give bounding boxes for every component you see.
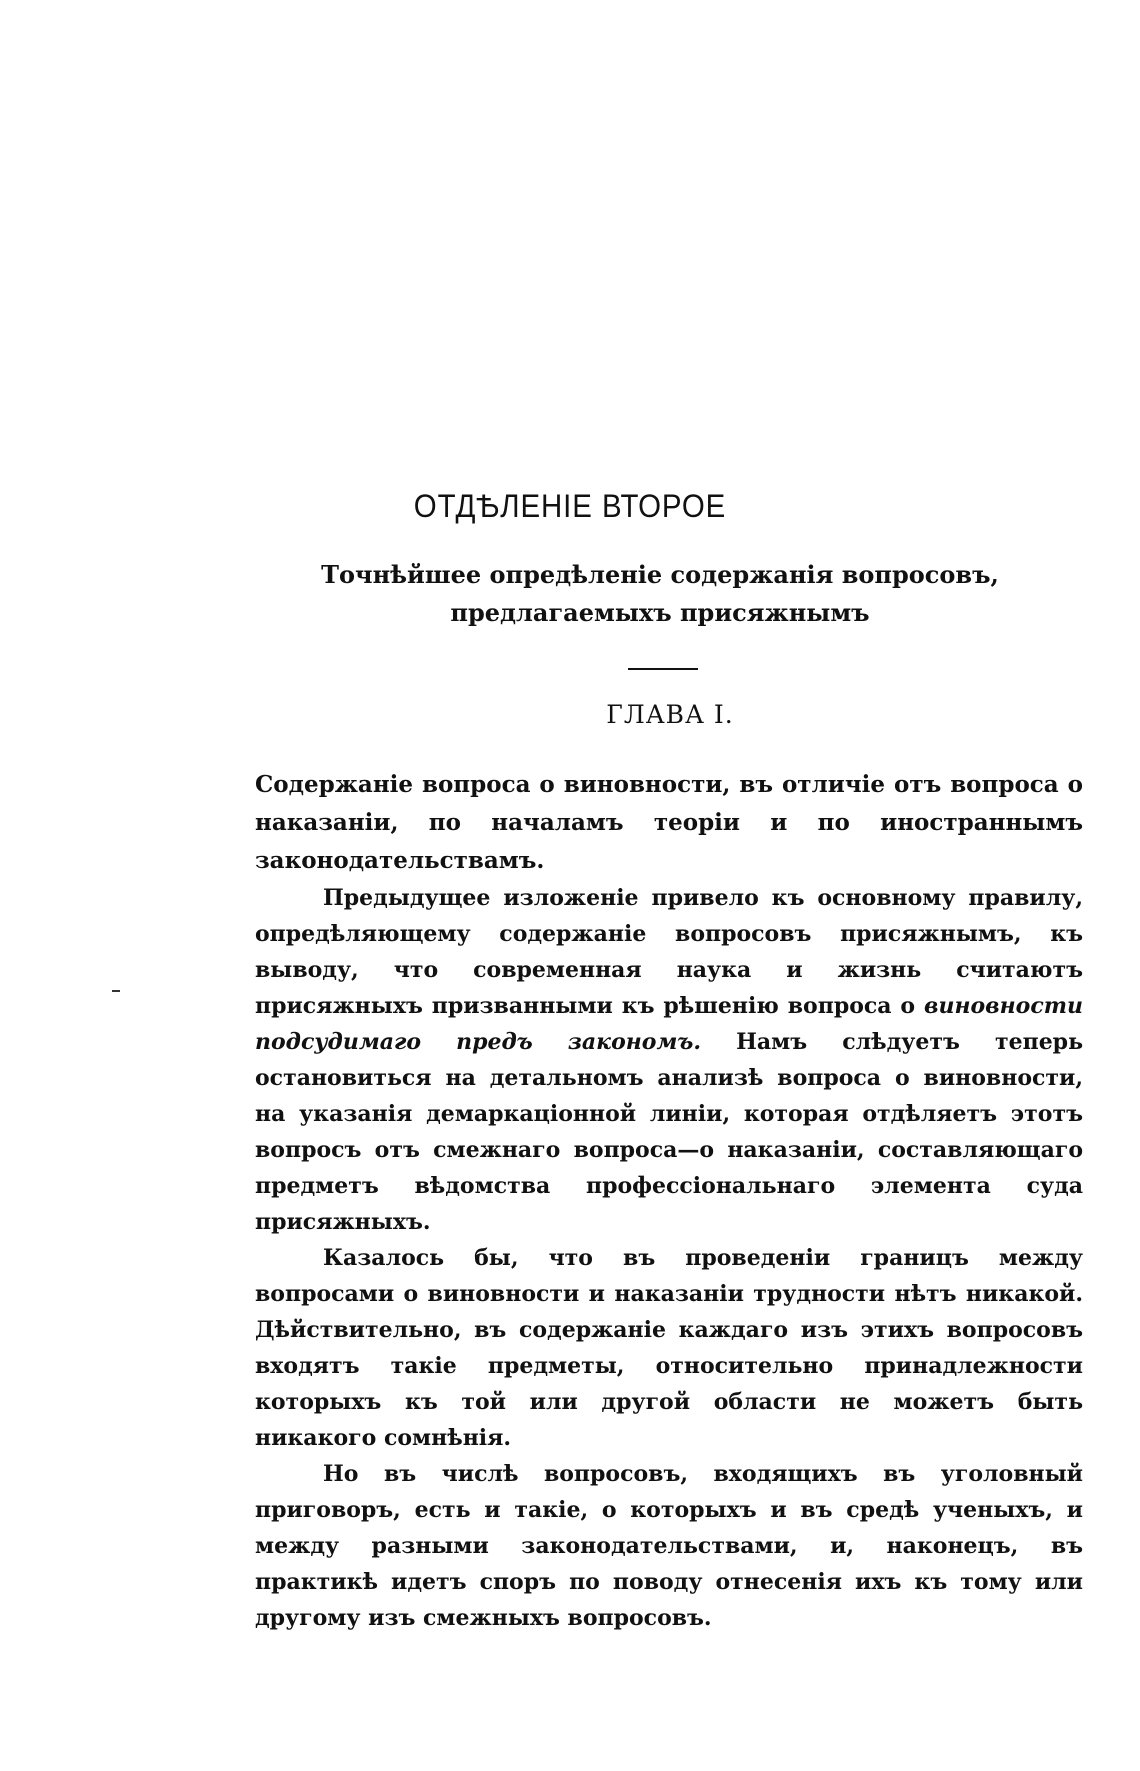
paragraph-1 <box>255 880 1083 1240</box>
paragraph-3: Но въ числѣ вопросовъ, входящихъ въ уголовный приговоръ, есть и такіе, о которыхъ и въ средѣ ученыхъ, и между разными законодательствами, и, наконецъ, въ практикѣ идетъ споръ по поводу отнесенія ихъ къ тому или другому изъ смежныхъ вопросовъ. <box>255 1461 1083 1631</box>
paragraph-1-text-end: Намъ слѣдуетъ теперь остановиться на детальномъ анализѣ вопроса о виновности, на указанія демаркаціонной линіи, которая отдѣляетъ этотъ вопросъ отъ смежнаго вопроса—о наказаніи, составляющаго предметъ вѣдомства профессіональнаго элемента суда присяжныхъ. <box>255 1029 1083 1235</box>
divider-rule <box>628 668 698 670</box>
paragraph-2: Казалось бы, что въ проведеніи границъ между вопросами о виновности и наказаніи трудности нѣтъ никакой. Дѣйствительно, въ содержаніе каждаго изъ этихъ вопросовъ входятъ такіе предметы, относительно принадлежности которыхъ къ той или другой области не можетъ быть никакого сомнѣнія. <box>255 1245 1083 1451</box>
margin-mark <box>112 990 120 992</box>
paragraph-1-text-start: Предыдущее изложеніе привело къ основному правилу, опредѣляющему содержаніе вопросовъ присяжнымъ, къ выводу, что современная наука и жизнь считаютъ присяжныхъ призванными къ рѣшенію вопроса о <box>255 885 1083 1019</box>
paragraph-1-emphasis: виновности подсудимаго предъ закономъ. <box>255 993 1083 1055</box>
chapter-title: ГЛАВА І. <box>606 700 734 729</box>
section-subtitle: Точнѣйшее опредѣленіе содержанія вопросовъ, предлагаемыхъ присяжнымъ <box>321 560 999 627</box>
chapter-subtitle: Содержаніе вопроса о виновности, въ отличіе отъ вопроса о наказаніи, по началамъ теоріи и по иностраннымъ законодательствамъ. <box>255 771 1083 874</box>
body-text <box>255 880 1083 1636</box>
section-title: ОТДѢЛЕНІЕ ВТОРОЕ <box>413 488 727 524</box>
